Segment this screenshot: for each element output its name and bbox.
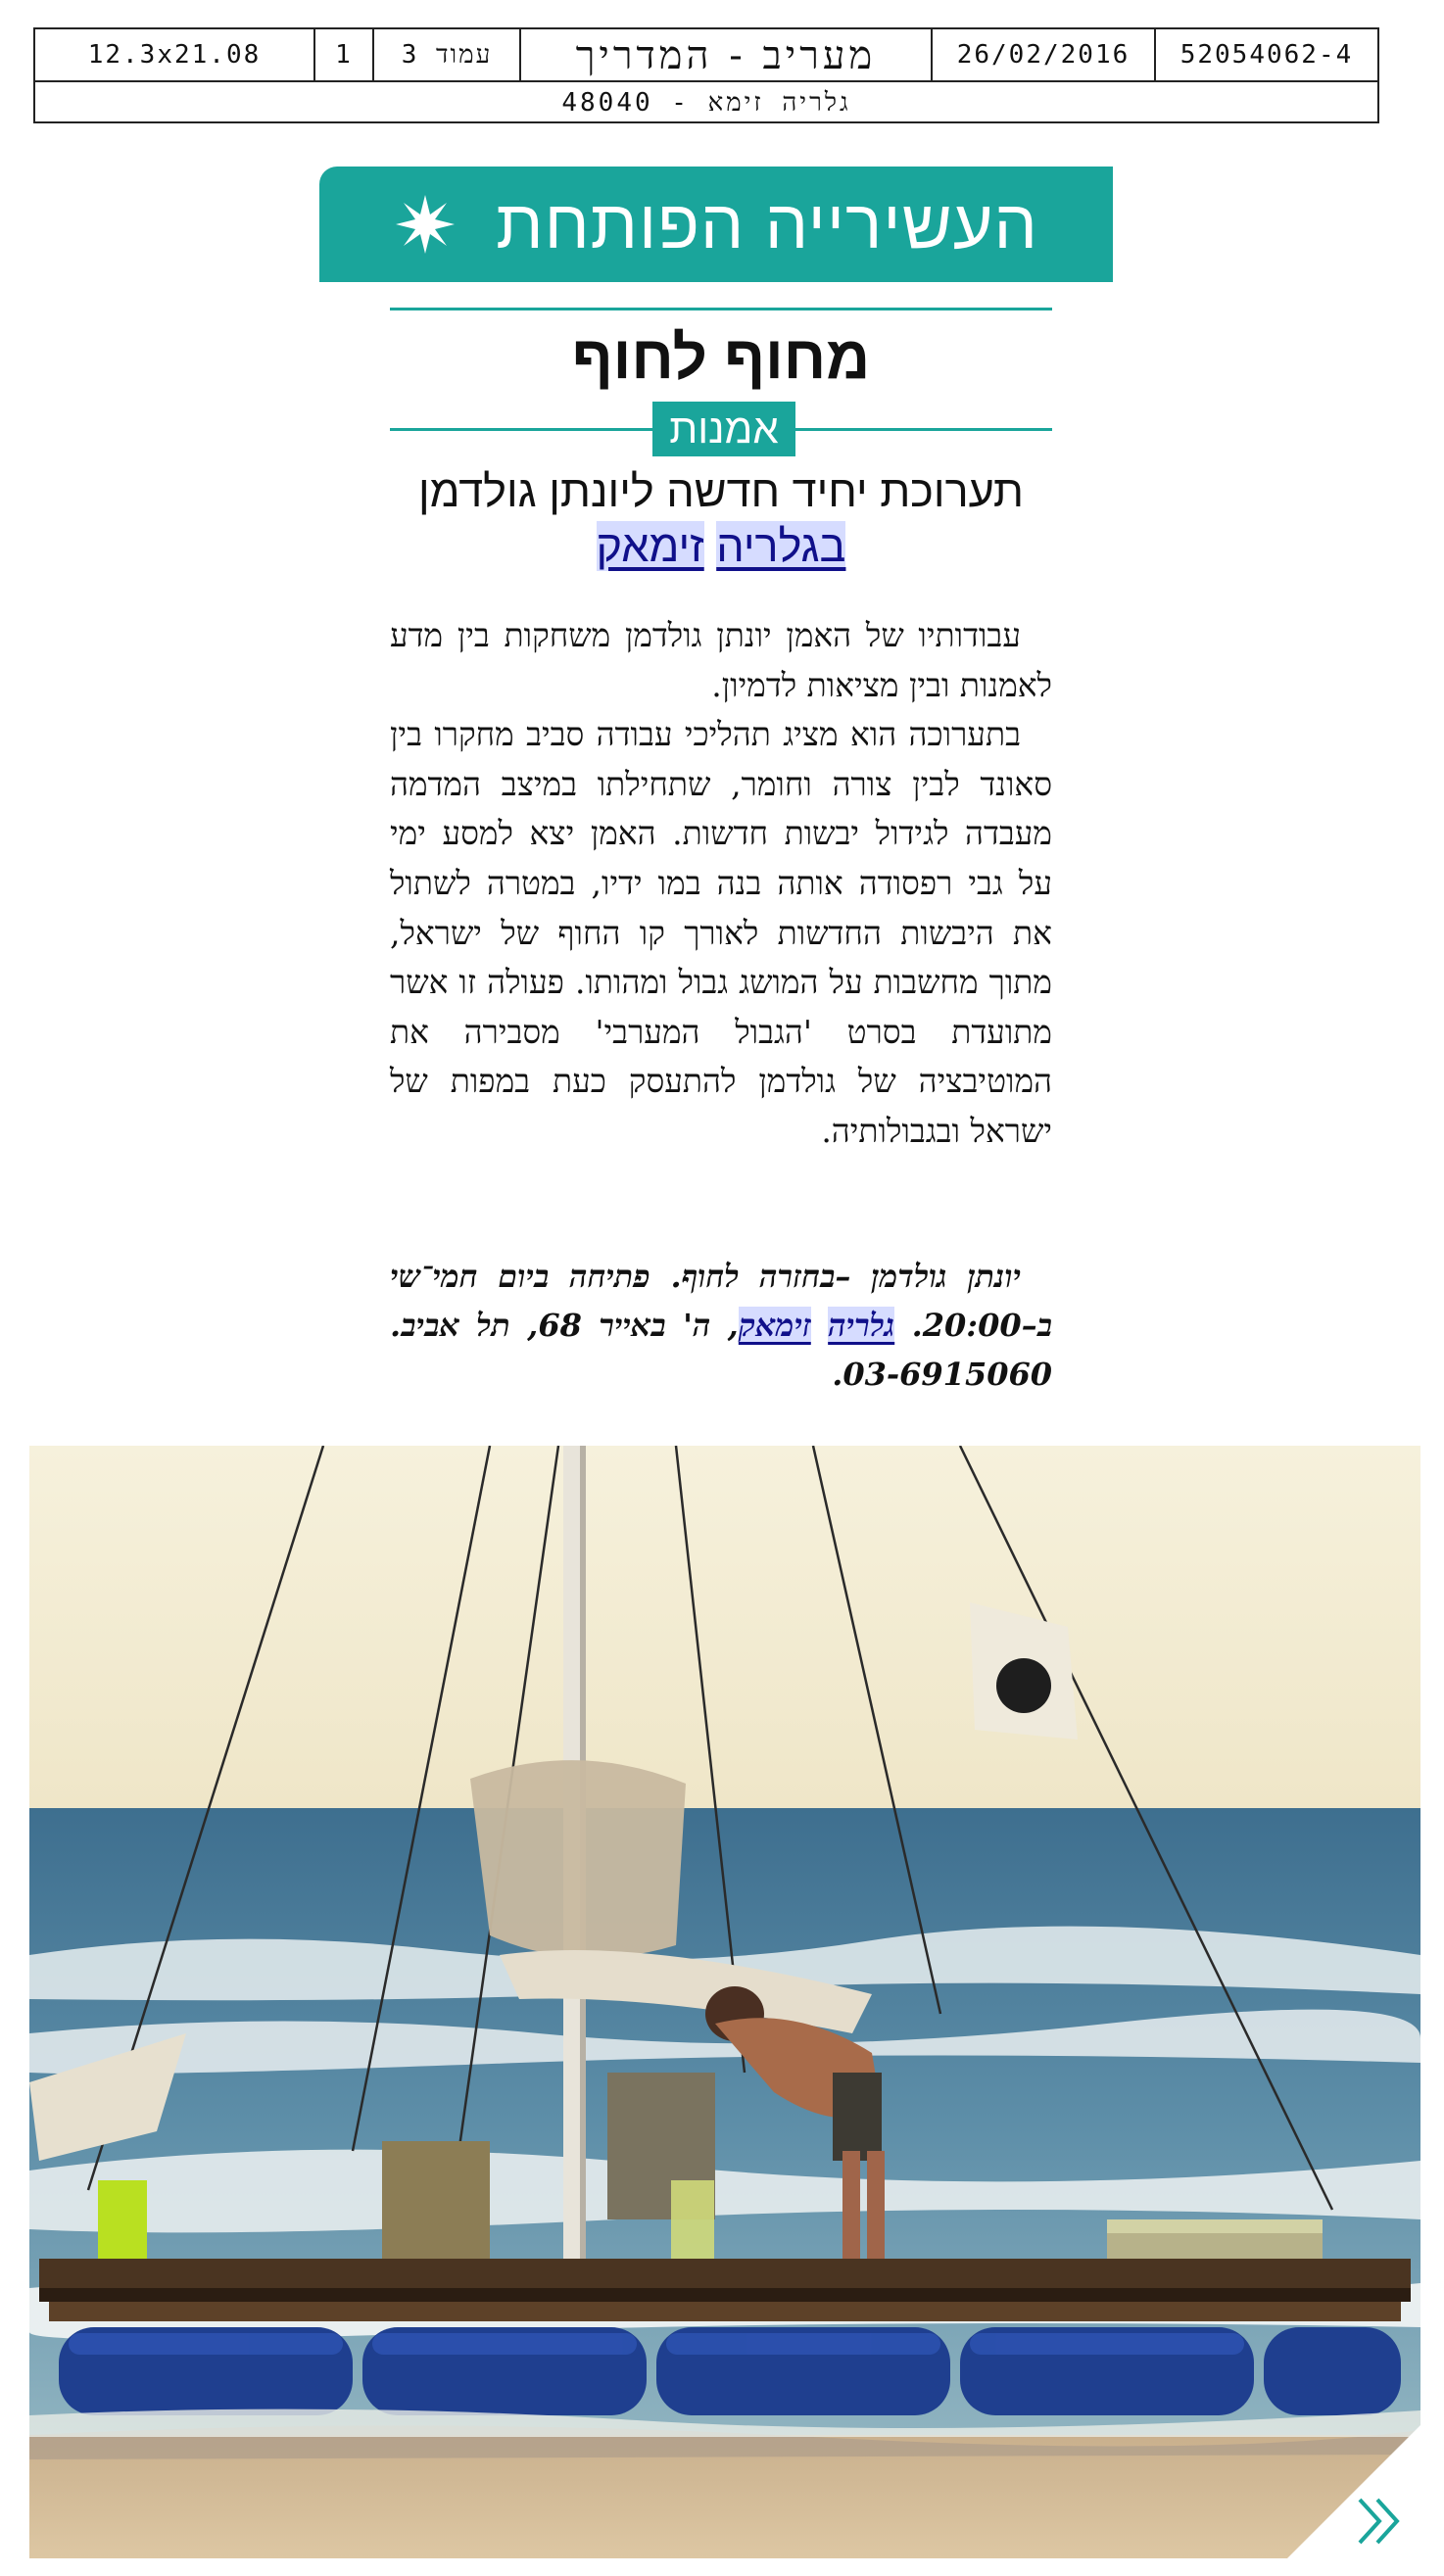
credits-text: יונתן גולדמן –בחזרה לחוף. פתיחה ביום חמי־שי ב–20:00. (390, 1258, 1053, 1344)
credits-address: , ה' באייר 68, תל אביב. 03-6915060. (390, 1307, 1052, 1393)
raft-on-beach-photo (29, 1446, 1420, 2558)
publication-name: מעריב - המדריך (519, 29, 931, 80)
clipping-meta-table (33, 27, 1379, 123)
photo-illustration (29, 1446, 1420, 2558)
article-headline: מחוף לחוף (571, 324, 871, 392)
credits-paragraph (390, 1252, 1052, 1399)
star-icon (394, 193, 457, 256)
subhead-text: תערוכת יחיד חדשה ליונתן גולדמן (417, 466, 1025, 516)
clip-size: 12.3x21.08 (87, 40, 262, 70)
double-chevron-icon[interactable] (1354, 2494, 1409, 2549)
subhead-gallery-link[interactable]: בגלריה (716, 521, 846, 571)
body-paragraph: בתערוכה הוא מציג תהליכי עבודה סביב מחקרו בין סאונד לבין צורה וחומר, שתחילתו במיצב המדמה מעבדה לגידול יבשות חדשות. האמן יצא למסע ימי על גבי רפסודה אותה בנה במו ידיו, במטרה לשתול את היבשות החדשות לאורך קו החוף של ישראל, מתוך מחשבות על המושג גבול ומהותו. פעולה זו אשר מתועדת בסרט 'הגבול המערבי' מסבירה את המוטיבציה של גולדמן להתעסק כעת במפות של ישראל ובגבולותיה. (390, 715, 1052, 1150)
page-count: 1 (313, 29, 372, 80)
credits-gallery-name-link[interactable]: זימאק (738, 1307, 811, 1344)
article-subhead (390, 464, 1052, 574)
top-divider (390, 308, 1052, 310)
client-name: גלריה זימא - 48040 (561, 88, 851, 118)
subhead-gallery-name-link[interactable]: זימאק (596, 521, 704, 571)
page-number: עמוד 3 (372, 29, 519, 80)
publication-date: 26/02/2016 (931, 29, 1154, 80)
section-title: העשירייה הפותחת (496, 186, 1038, 262)
clip-id: 52054062-4 (1154, 29, 1377, 80)
section-banner (319, 167, 1113, 282)
body-paragraph: עבודותיו של האמן יונתן גולדמן משחקות בין מדע לאמנות ובין מציאות לדמיון. (390, 616, 1052, 704)
credits-gallery-link[interactable]: גלריה (828, 1307, 895, 1344)
article-body (390, 611, 1052, 1157)
event-credits (390, 1252, 1052, 1399)
meta-row (35, 29, 1377, 82)
category-tag: אמנות (652, 402, 795, 456)
